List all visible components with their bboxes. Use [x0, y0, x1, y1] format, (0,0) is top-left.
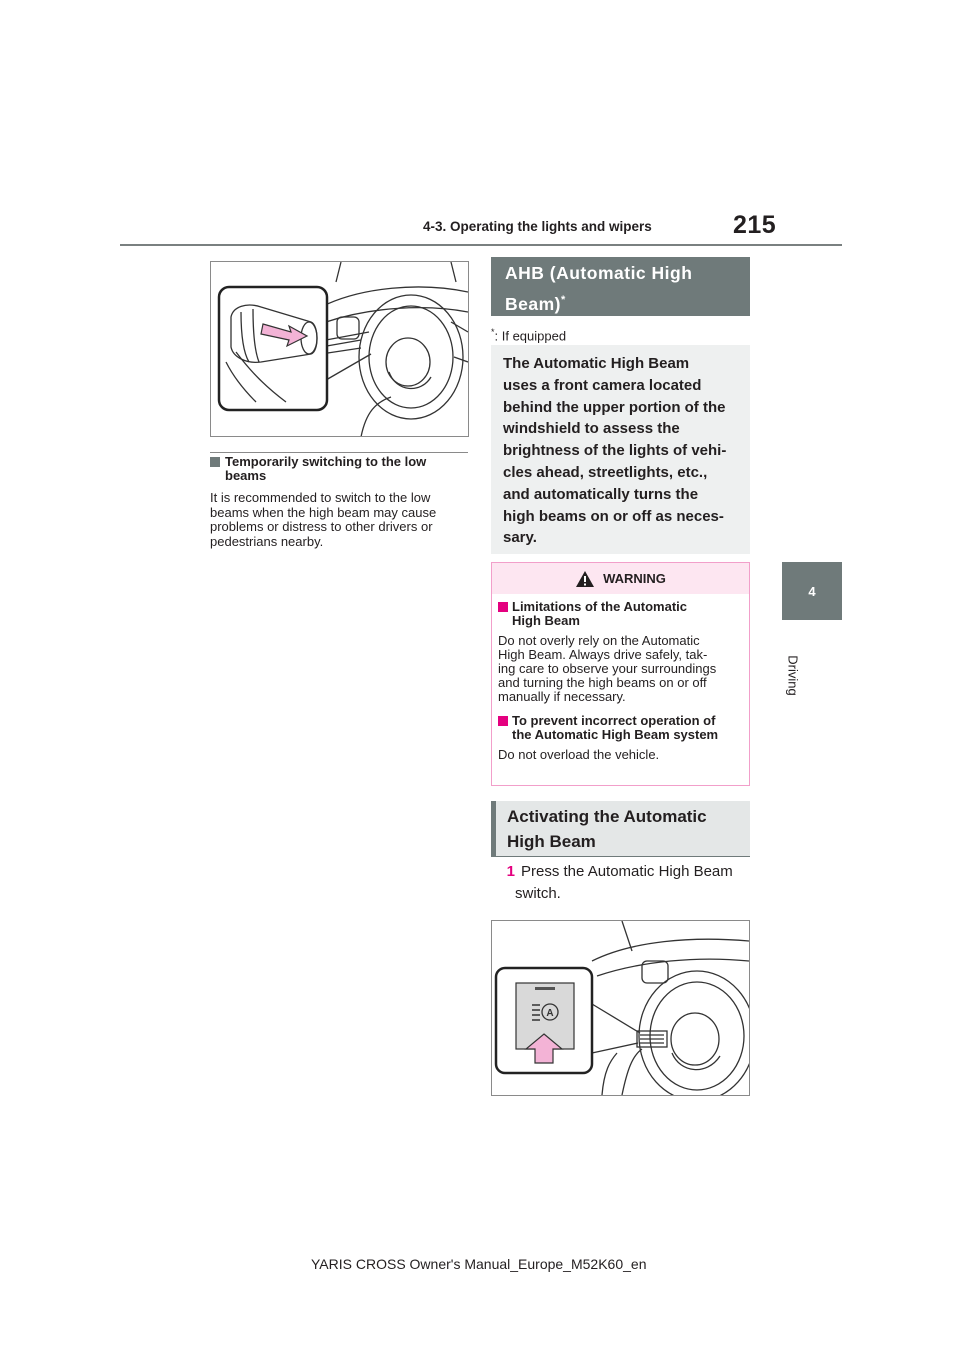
- warning-item2-text: Do not overload the vehicle.: [498, 747, 660, 762]
- page-number: 215: [733, 211, 777, 239]
- warning-bullet-square: [498, 602, 508, 612]
- heading-bullet-square: [210, 457, 220, 467]
- header-rule: [120, 244, 842, 246]
- chapter-label: [771, 640, 815, 710]
- warning-bullet-square: [498, 716, 508, 726]
- warning-item1-text: Do not overly rely on the Automatic High Beam. Always drive safely, tak- ing care to observe your surroundings and turning the high beams on or off manually if necessary.: [498, 633, 717, 704]
- warning-title: WARNING: [603, 571, 666, 586]
- warning-triangle-icon: [575, 570, 595, 588]
- lever-illustration: [210, 261, 469, 437]
- warning-box: [491, 562, 750, 786]
- switch-icon-letter: A: [546, 1008, 554, 1019]
- chapter-label-text: Driving: [785, 654, 801, 696]
- temporary-low-beam-body: It is recommended to switch to the low beams when the high beam may cause problems or distress to other drivers or pedestrians nearby.: [210, 490, 437, 549]
- activating-ahb-heading: Activating the Automatic High Beam: [491, 801, 750, 857]
- step-1: 1 Press the Automatic High Beam switch.: [491, 861, 751, 905]
- ahb-switch-illustration: [491, 920, 750, 1096]
- subsection-rule: [210, 452, 468, 453]
- warning-header: [492, 563, 749, 594]
- ahb-section-heading: AHB (Automatic High Beam)*: [491, 257, 750, 316]
- footer-manual-id: YARIS CROSS Owner's Manual_Europe_M52K60_en: [311, 1256, 647, 1272]
- warning-item2-heading: To prevent incorrect operation of the Automatic High Beam system: [498, 714, 743, 742]
- warning-item1-heading: Limitations of the Automatic High Beam: [498, 600, 743, 628]
- chapter-number: 4: [808, 583, 816, 599]
- chapter-tab: [782, 562, 842, 620]
- if-equipped-footnote: *: If equipped: [491, 327, 567, 344]
- section-title: 4-3. Operating the lights and wipers: [423, 219, 652, 234]
- warning-content: [492, 594, 749, 762]
- temporary-low-beam-heading: Temporarily switching to the low beams: [210, 455, 468, 483]
- step-number: 1: [506, 863, 515, 880]
- ahb-intro-box: The Automatic High Beam uses a front camera located behind the upper portion of the windshield to assess the brightness of the lights of vehi- cles ahead, streetlights, etc., and automatically turns the high beams on or off as neces- sary.: [491, 345, 750, 554]
